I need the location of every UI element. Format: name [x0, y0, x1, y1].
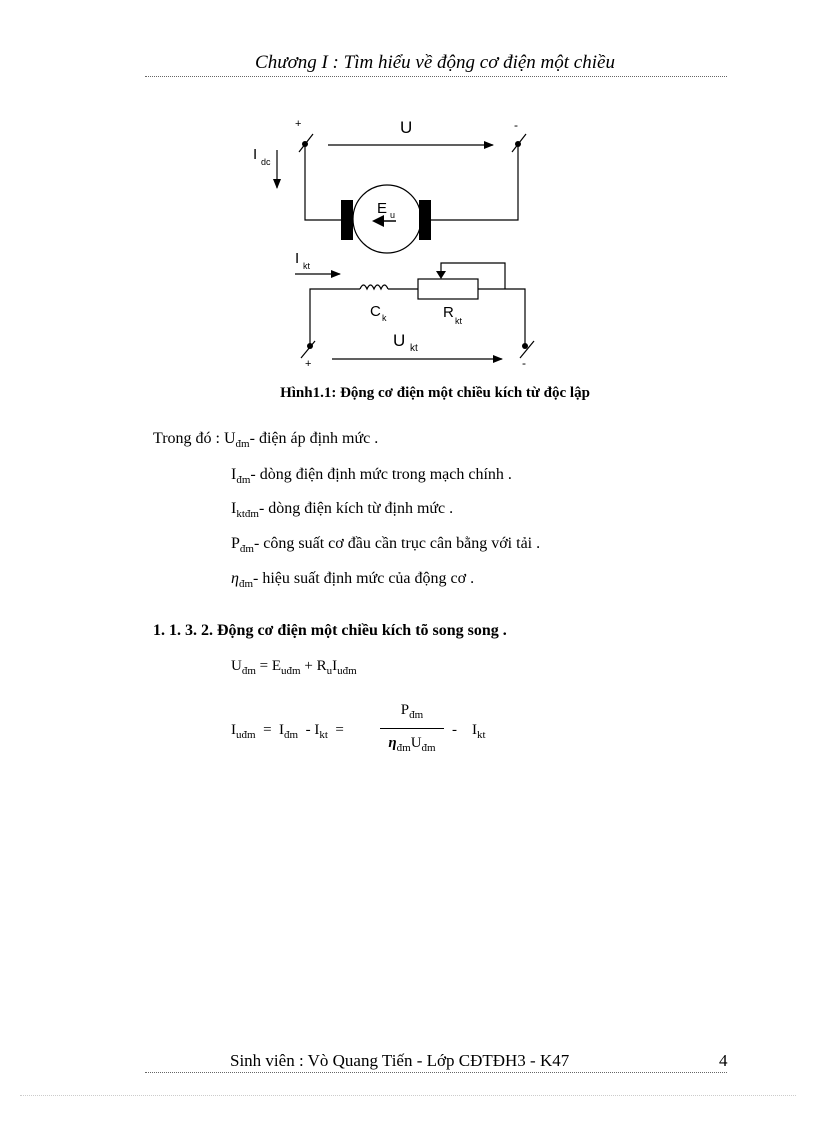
- f2-eq2: =: [335, 722, 344, 738]
- switch-bottom-left: [301, 341, 315, 358]
- field-coil: [360, 285, 388, 289]
- definition-text: - dòng điện định mức trong mạch chính .: [250, 466, 512, 483]
- terminal-top-left: [302, 141, 308, 147]
- terminal-top-right: [515, 141, 521, 147]
- label-ck: C: [370, 303, 381, 320]
- terminal-bottom-left: [307, 343, 313, 349]
- label-ikt: I: [295, 250, 300, 267]
- plus-top: +: [295, 118, 302, 130]
- f2-i1: I: [231, 722, 236, 738]
- f1-u-sub: đm: [241, 665, 256, 677]
- f2-i2-sub: đm: [284, 729, 299, 741]
- definition-row: [231, 535, 540, 555]
- plus-bottom: +: [305, 358, 312, 370]
- label-u: U: [400, 118, 413, 137]
- definition-symbol: U: [223, 430, 236, 447]
- fraction-denominator: [380, 735, 444, 754]
- f2-den-u: U: [410, 735, 422, 751]
- f2-num: P: [400, 702, 410, 718]
- f2-i1-sub: uđm: [236, 729, 256, 741]
- brush-right: [419, 200, 431, 240]
- field-left-wire: [310, 289, 360, 346]
- definition-text: - công suất cơ đầu cần trục cân bằng với tải .: [253, 535, 541, 552]
- armature-left-wire: [305, 144, 341, 220]
- label-eu: E: [377, 200, 388, 217]
- definition-subscript: đm: [236, 474, 251, 486]
- brush-left: [341, 200, 353, 240]
- definition-subscript: đm: [235, 438, 250, 450]
- motor-armature: [353, 185, 421, 253]
- minus-bottom: -: [522, 356, 526, 370]
- definition-row: [231, 466, 512, 486]
- f2-i2: I: [279, 722, 285, 738]
- definition-subscript: đm: [238, 578, 253, 590]
- f1-i-sub: uđm: [337, 665, 357, 677]
- field-right-wire: [478, 289, 525, 344]
- fraction-numerator: [380, 702, 444, 721]
- f1-r: R: [316, 658, 327, 674]
- definition-row: [231, 570, 474, 590]
- f2-minus2: -: [452, 722, 457, 738]
- f1-i: I: [332, 658, 338, 674]
- minus-top: -: [514, 118, 518, 132]
- definition-text: - dòng điện kích từ định mức .: [258, 500, 454, 517]
- rheostat-wire: [441, 263, 505, 289]
- label-idc: I: [253, 146, 258, 163]
- label-ukt-sub: kt: [410, 343, 418, 354]
- circuit-diagram: [245, 108, 565, 370]
- definition-text: - điện áp định mức .: [249, 430, 379, 447]
- f1-plus: +: [300, 658, 317, 674]
- f1-eq: =: [255, 658, 272, 674]
- label-rkt: R: [443, 304, 454, 321]
- f1-u: U: [231, 658, 242, 674]
- figure-caption: Hình1.1: Động cơ điện một chiều kích từ độc lập: [280, 385, 590, 401]
- field-resistor: [418, 279, 478, 299]
- f2-i4-sub: kt: [477, 729, 486, 741]
- label-idc-sub: dc: [261, 157, 271, 167]
- label-rkt-sub: kt: [455, 316, 463, 326]
- footer-rule: [145, 1072, 727, 1073]
- f2-eq1: =: [263, 722, 272, 738]
- label-eu-sub: u: [390, 210, 396, 220]
- rheostat-arrowhead: [436, 271, 446, 279]
- f2-minus1: -: [305, 722, 311, 738]
- header-rule: [145, 76, 727, 77]
- f1-r-sub: u: [326, 665, 333, 677]
- definition-symbol: I: [231, 466, 237, 483]
- definition-row: [231, 500, 453, 520]
- definition-intro: Trong đó :: [153, 430, 224, 447]
- page-edge-rule: [20, 1095, 796, 1096]
- definition-symbol: I: [231, 500, 237, 517]
- page-number: 4: [719, 1051, 728, 1070]
- definition-text: - hiệu suất định mức của động cơ .: [253, 570, 475, 587]
- label-ck-sub: k: [382, 313, 387, 323]
- label-ukt: U: [393, 331, 406, 350]
- f2-i3: I: [314, 722, 320, 738]
- f2-eta: η: [388, 735, 397, 751]
- label-ikt-sub: kt: [303, 261, 311, 271]
- definition-row: [153, 430, 378, 450]
- f2-eta-sub: đm: [396, 742, 411, 754]
- definition-subscript: ktđm: [236, 508, 259, 520]
- definition-symbol: η: [231, 570, 239, 587]
- page-header-title: Chương I : Tìm hiểu về động cơ điện một chiều: [255, 52, 615, 73]
- definition-subscript: đm: [239, 543, 254, 555]
- formula-current-left: [231, 722, 344, 741]
- section-heading: 1. 1. 3. 2. Động cơ điện một chiều kích tõ song song .: [153, 622, 507, 639]
- terminal-bottom-right: [522, 343, 528, 349]
- f2-den-u-sub: đm: [421, 742, 436, 754]
- f1-e-sub: uđm: [281, 665, 301, 677]
- footer-author: Sinh viên : Vò Quang Tiến - Lớp CĐTĐH3 - K47: [230, 1051, 570, 1070]
- fraction-bar: [380, 728, 444, 729]
- f2-i3-sub: kt: [319, 729, 328, 741]
- f2-i4: I: [472, 722, 477, 738]
- formula-current-right: [452, 722, 486, 741]
- definition-symbol: P: [231, 535, 240, 552]
- f1-e: E: [271, 658, 282, 674]
- f2-num-sub: đm: [409, 709, 424, 721]
- armature-right-wire: [431, 144, 518, 220]
- formula-voltage: [231, 658, 357, 677]
